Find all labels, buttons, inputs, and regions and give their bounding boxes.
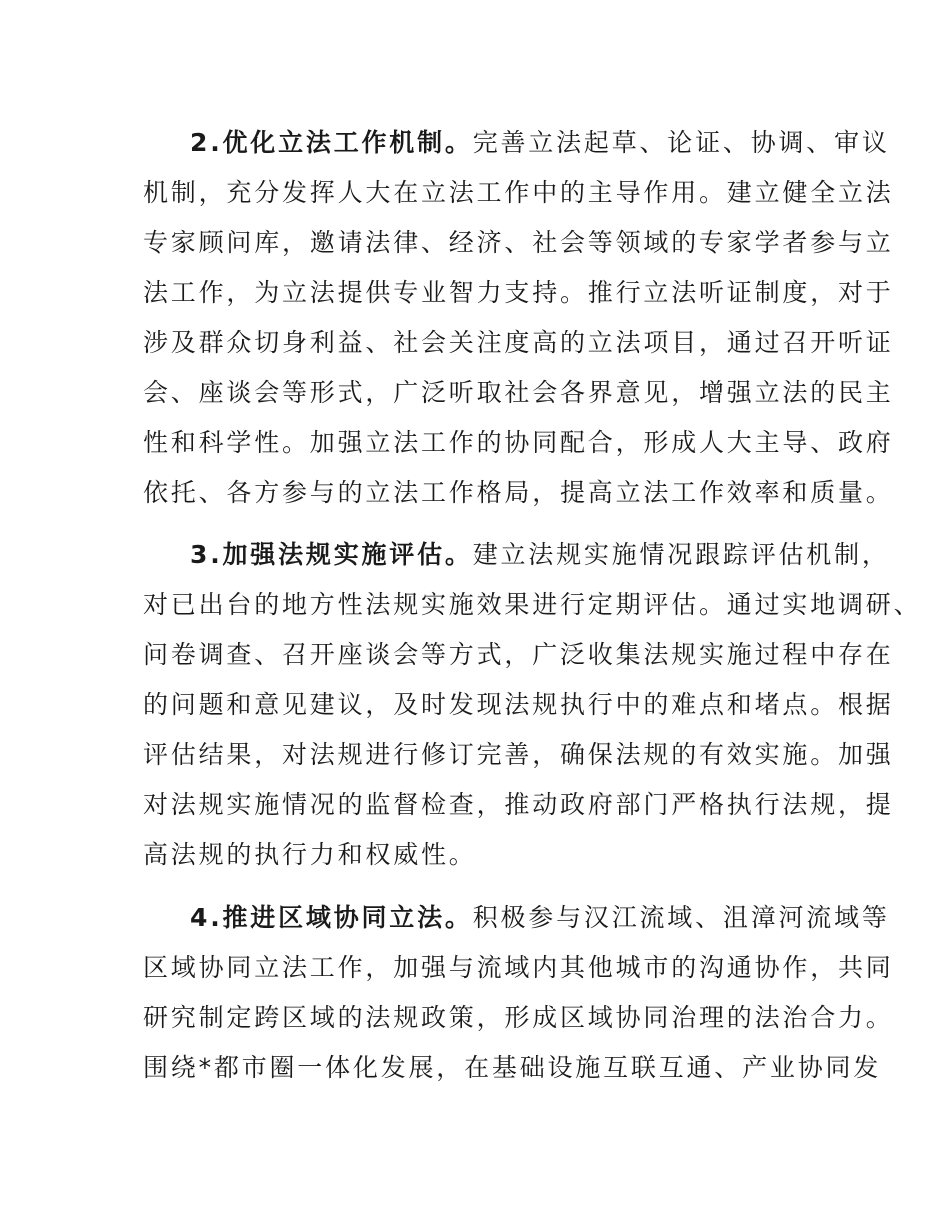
paragraph-line: 区域协同立法工作，加强与流域内其他城市的沟通协作，共同 xyxy=(143,953,894,982)
paragraph-line: 的问题和意见建议，及时发现法规执行中的难点和堵点。根据 xyxy=(143,690,894,719)
paragraph-text: 完善立法起草、论证、协调、审议 xyxy=(472,128,890,157)
paragraph-line: 研究制定跨区域的法规政策，形成区域协同治理的法治合力。 xyxy=(143,1003,894,1032)
paragraph-line: 评估结果，对法规进行修订完善，确保法规的有效实施。加强 xyxy=(143,740,894,769)
paragraph-line: 专家顾问库，邀请法律、经济、社会等领域的专家学者参与立 xyxy=(143,228,894,257)
paragraph-line: 性和科学性。加强立法工作的协同配合，形成人大主导、政府 xyxy=(143,428,894,457)
paragraph-heading: 2.优化立法工作机制。 xyxy=(190,128,473,157)
paragraph-heading: 3.加强法规实施评估。 xyxy=(190,540,473,569)
paragraph-line: 会、座谈会等形式，广泛听取社会各界意见，增强立法的民主 xyxy=(143,378,894,407)
paragraph-line: 机制，充分发挥人大在立法工作中的主导作用。建立健全立法 xyxy=(143,178,894,207)
paragraph-first-line xyxy=(190,118,890,168)
paragraph-line: 涉及群众切身利益、社会关注度高的立法项目，通过召开听证 xyxy=(143,328,894,357)
paragraph-line: 高法规的执行力和权威性。 xyxy=(143,840,477,869)
paragraph-line: 问卷调查、召开座谈会等方式，广泛收集法规实施过程中存在 xyxy=(143,640,894,669)
paragraph-first-line xyxy=(190,893,890,943)
paragraph-text: 建立法规实施情况跟踪评估机制， xyxy=(472,540,890,569)
paragraph-line: 法工作，为立法提供专业智力支持。推行立法听证制度，对于 xyxy=(143,278,894,307)
paragraph-line: 依托、各方参与的立法工作格局，提高立法工作效率和质量。 xyxy=(143,478,894,507)
paragraph-line: 对已出台的地方性法规实施效果进行定期评估。通过实地调研、 xyxy=(143,590,922,619)
paragraph-text: 积极参与汉江流域、沮漳河流域等 xyxy=(472,903,890,932)
paragraph-first-line xyxy=(190,530,890,580)
paragraph-line: 对法规实施情况的监督检查，推动政府部门严格执行法规，提 xyxy=(143,790,894,819)
paragraph-heading: 4.推进区域协同立法。 xyxy=(190,903,473,932)
paragraph-line: 围绕*都市圈一体化发展，在基础设施互联互通、产业协同发 xyxy=(143,1053,882,1082)
